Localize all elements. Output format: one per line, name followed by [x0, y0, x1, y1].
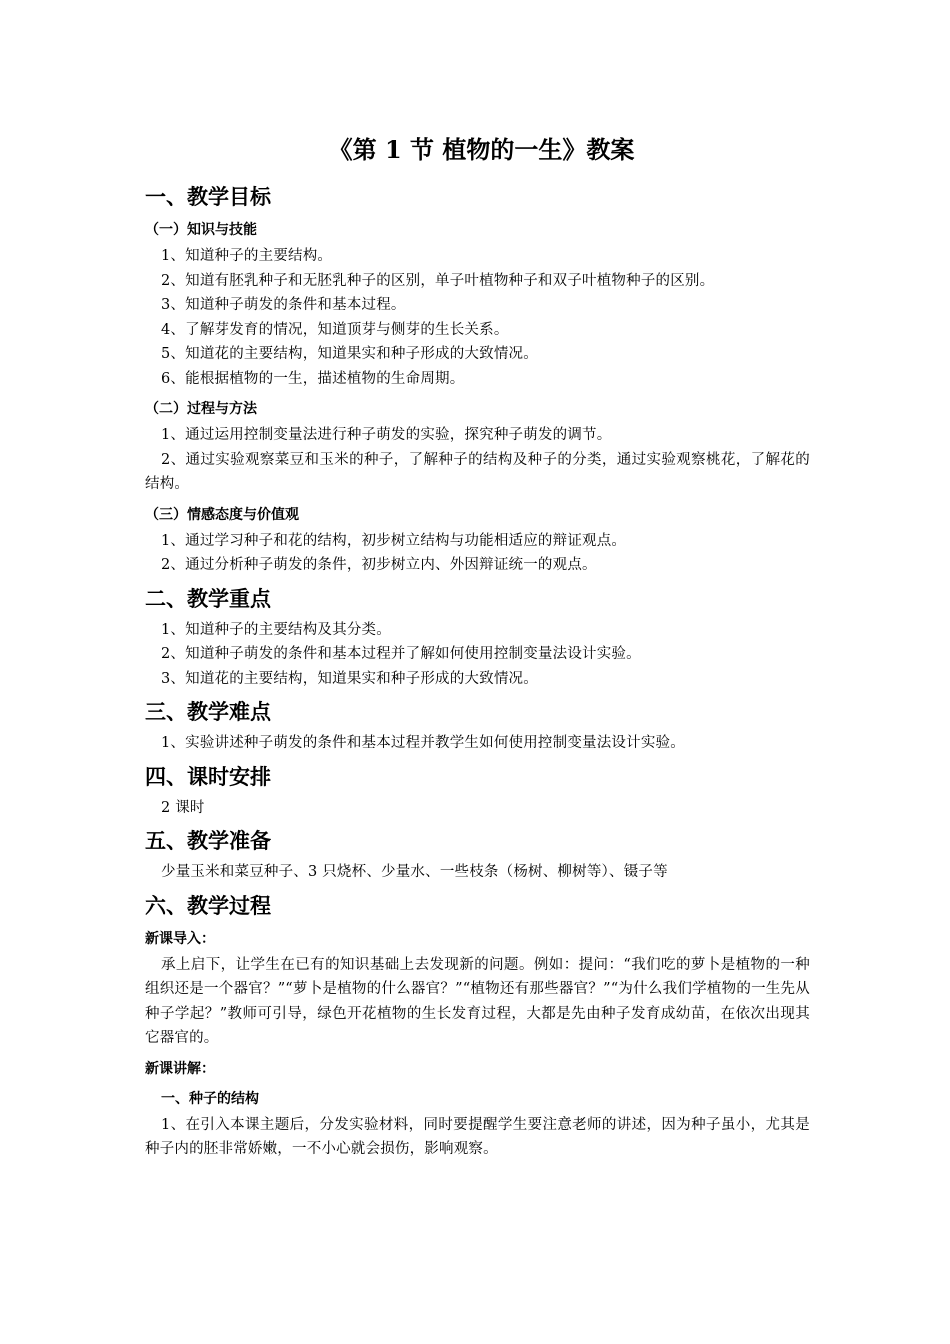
intro-paragraph: 承上启下，让学生在已有的知识基础上去发现新的问题。例如：提问：“我们吃的萝卜是植物的一种组织还是一个器官？”“萝卜是植物的什么器官？”“植物还有那些器官？”“为什么我们学植物的一生先从种子学起？”教师可引导，绿色开花植物的生长发育过程，大都是先由种子发育成幼苗，在依次出现其它器官的。 — [145, 956, 810, 1046]
document-body — [145, 132, 810, 1162]
section-heading: 二、教学重点 — [145, 586, 271, 611]
lecture-subheading: 一、种子的结构 — [161, 1090, 259, 1107]
subsection-heading: （三）情感态度与价值观 — [145, 506, 299, 523]
section-difficulties — [145, 697, 810, 756]
list-item: 2 课时 — [161, 799, 205, 816]
lecture-paragraph: 1、在引入本课主题后，分发实验材料，同时要提醒学生要注意老师的讲述，因为种子虽小，尤其是种子内的胚非常娇嫩，一不小心就会损伤，影响观察。 — [145, 1116, 810, 1157]
list-item: 5、知道花的主要结构，知道果实和种子形成的大致情况。 — [161, 346, 538, 362]
list-item: 3、知道花的主要结构，知道果实和种子形成的大致情况。 — [161, 670, 538, 687]
list-item: 2、知道种子萌发的条件和基本过程并了解如何使用控制变量法设计实验。 — [161, 646, 641, 662]
section-schedule — [145, 762, 810, 821]
list-item: 1、通过学习种子和花的结构，初步树立结构与功能相适应的辩证观点。 — [161, 532, 627, 549]
list-item: 1、知道种子的主要结构。 — [161, 248, 333, 264]
section-heading: 三、教学难点 — [145, 700, 271, 724]
document-title: 《第 1 节 植物的一生》教案 — [328, 135, 635, 164]
section-heading: 一、教学目标 — [145, 185, 271, 209]
list-item: 2、通过实验观察菜豆和玉米的种子，了解种子的结构及种子的分类，通过实验观察桃花，了解花的结构。 — [145, 451, 810, 492]
section-key-points — [145, 584, 810, 692]
intro-label: 新课导入： — [145, 930, 215, 947]
section-heading: 六、教学过程 — [145, 893, 271, 918]
lecture-label: 新课讲解： — [145, 1060, 215, 1077]
list-item: 2、通过分析种子萌发的条件，初步树立内、外因辩证统一的观点。 — [161, 557, 597, 573]
list-item: 少量玉米和菜豆种子、3 只烧杯、少量水、一些枝条（杨树、柳树等）、镊子等 — [161, 864, 668, 880]
list-item: 1、知道种子的主要结构及其分类。 — [161, 621, 391, 638]
subsection-heading: （一）知识与技能 — [145, 222, 257, 238]
section-preparation — [145, 826, 810, 885]
section-heading: 四、课时安排 — [145, 764, 271, 789]
list-item: 4、了解芽发育的情况，知道顶芽与侧芽的生长关系。 — [161, 321, 509, 338]
list-item: 2、知道有胚乳种子和无胚乳种子的区别，单子叶植物种子和双子叶植物种子的区别。 — [161, 272, 715, 289]
section-process — [145, 891, 810, 1162]
list-item: 1、通过运用控制变量法进行种子萌发的实验，探究种子萌发的调节。 — [161, 427, 612, 443]
section-heading: 五、教学准备 — [145, 829, 271, 853]
list-item: 1、实验讲述种子萌发的条件和基本过程并教学生如何使用控制变量法设计实验。 — [161, 735, 685, 751]
list-item: 6、能根据植物的一生，描述植物的生命周期。 — [161, 370, 465, 387]
list-item: 3、知道种子萌发的条件和基本过程。 — [161, 297, 406, 313]
subsection-heading: （二）过程与方法 — [145, 401, 257, 417]
section-teaching-goals — [145, 182, 810, 578]
